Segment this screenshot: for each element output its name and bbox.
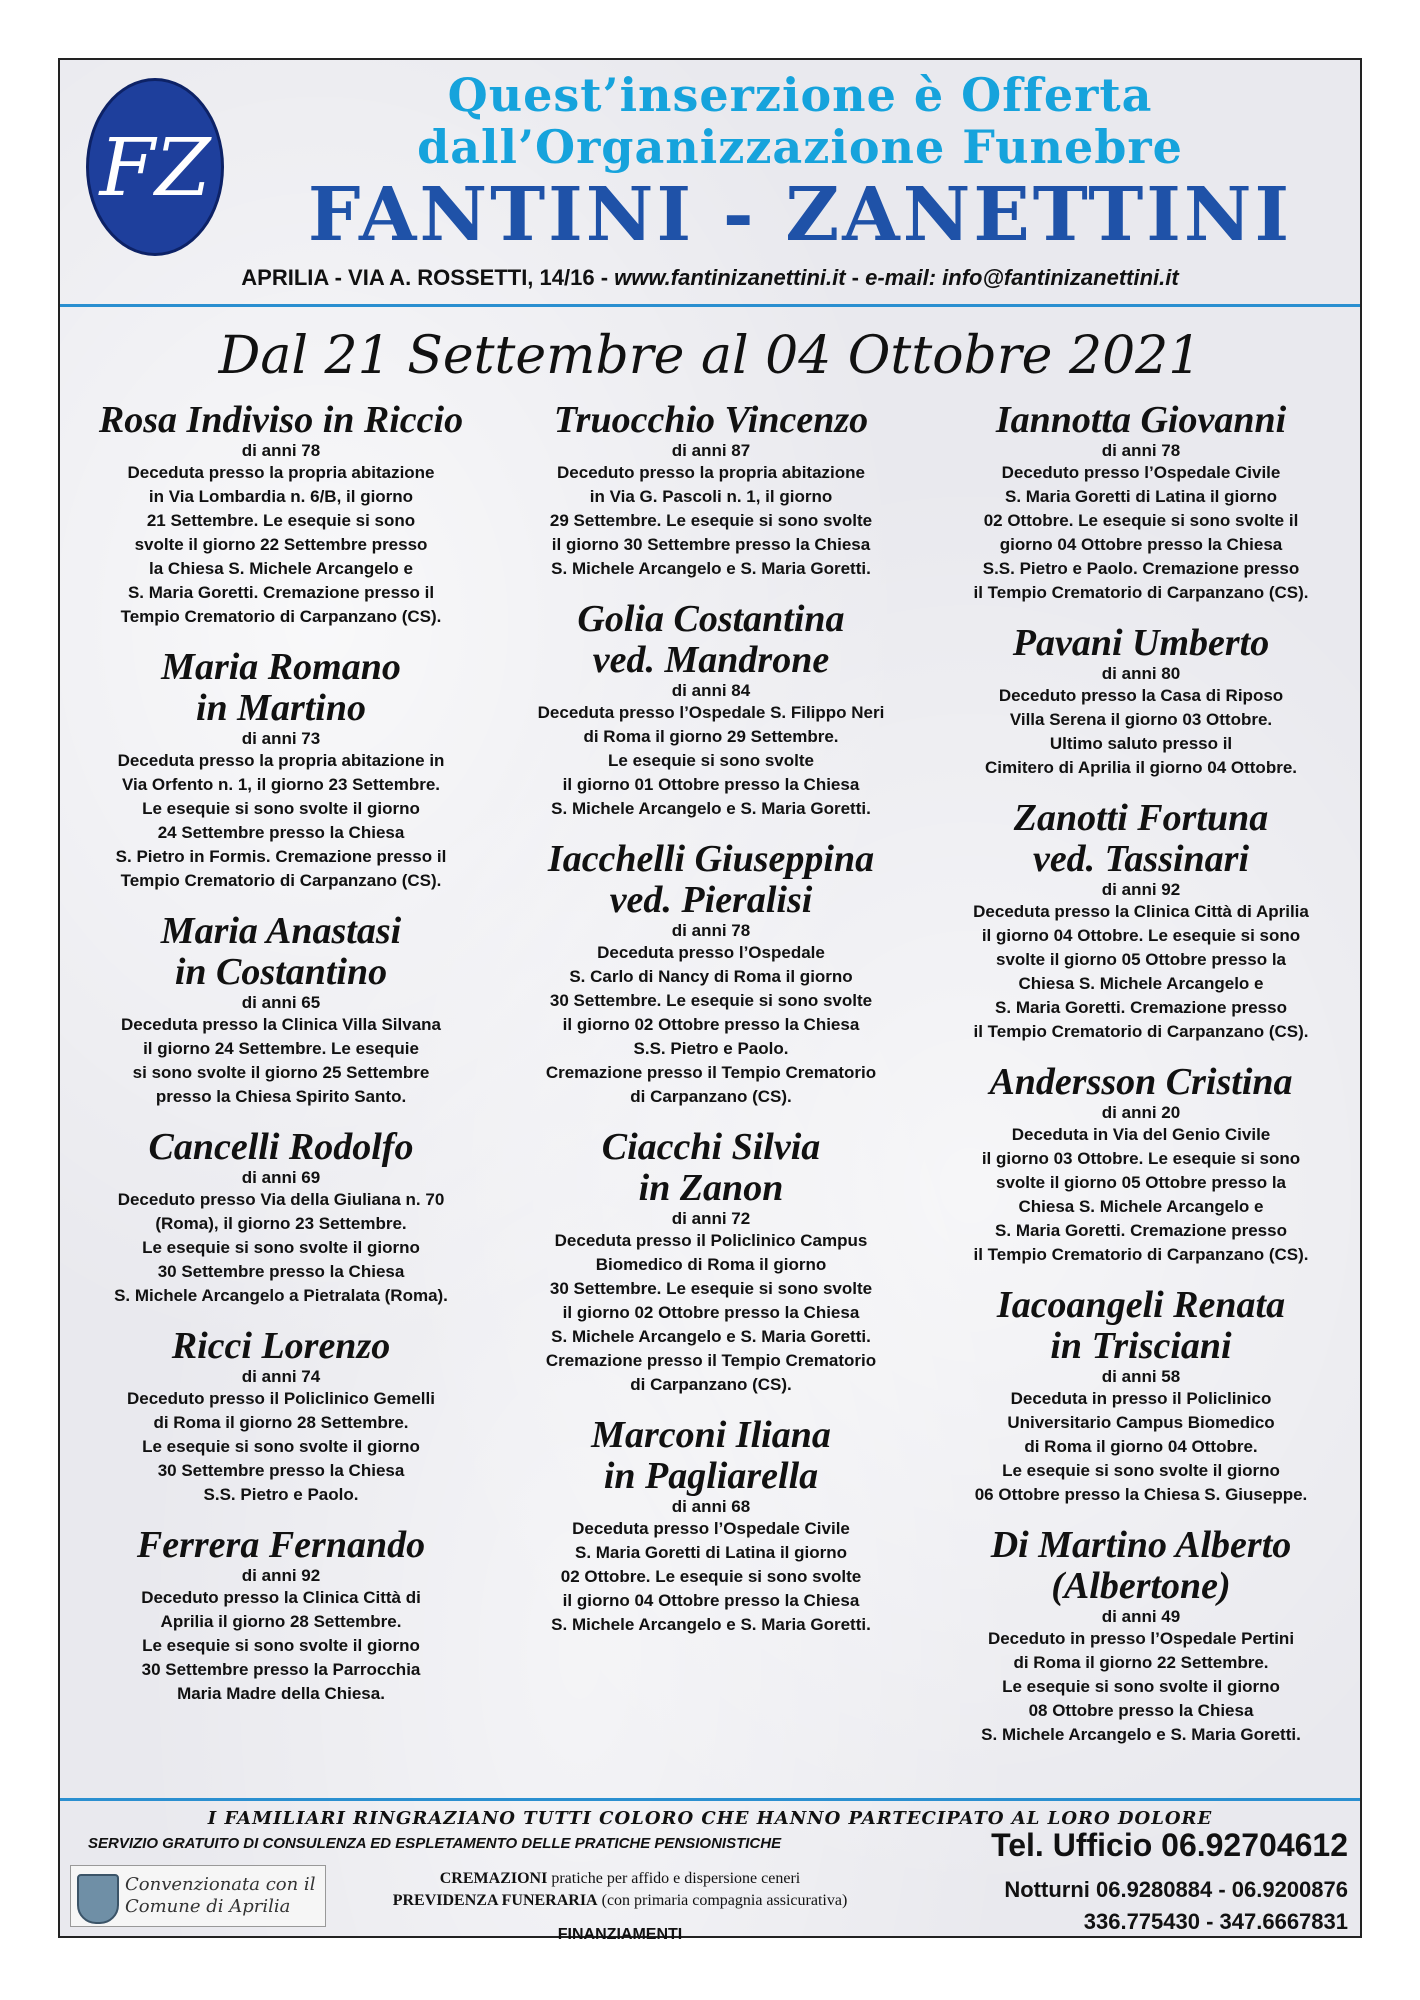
deceased-name: Ciacchi Silvia in Zanon [601,1126,821,1209]
obituary-text: Deceduto presso la Clinica Città di Aprilia il giorno 28 Settembre. Le esequie si sono svolte il giorno 30 Settembre presso la Parrocchia Maria Madre della Chiesa. [141,1588,421,1703]
obituary-entry [66,1127,496,1308]
column-3 [926,400,1356,1765]
deceased-age: di anni 80 [1101,664,1181,683]
service-line: SERVIZIO GRATUITO DI CONSULENZA ED ESPLETAMENTO DELLE PRATICHE PENSIONISTICHE [88,1835,782,1852]
deceased-name: Ricci Lorenzo [171,1325,391,1367]
obituary-text: Deceduta presso l’Ospedale S. Carlo di Nancy di Roma il giorno 30 Settembre. Le esequie si sono svolte il giorno 02 Ottobre presso la Chiesa S.S. Pietro e Paolo. Cremazione presso il Tempio Crematorio di Carpanzano (CS). [545,943,877,1106]
services-list [340,1868,900,1912]
obituary-text: Deceduto presso l’Ospedale Civile S. Maria Goretti di Latina il giorno 02 Ottobre. Le esequie si sono svolte il giorno 04 Ottobre presso la Chiesa S.S. Pietro e Paolo. Cremazione presso il Tempio Crematorio di Carpanzano (CS). [973,463,1309,602]
separator: - [845,265,866,290]
deceased-name: Maria Romano in Martino [161,646,401,729]
period-title: Dal 21 Settembre al 04 Ottobre 2021 [218,326,1202,386]
notice-frame [58,58,1362,1943]
deceased-name: Iacchelli Giuseppina ved. Pieralisi [547,838,875,921]
header [60,60,1360,310]
other-phones [918,1874,1348,1938]
deceased-name: Maria Anastasi in Costantino [160,910,402,993]
obituary-entry [66,1525,496,1706]
brand-name: FANTINI - ZANETTINI [307,172,1293,258]
obituary-text: Deceduta presso la propria abitazione in Via Lombardia n. 6/B, il giorno 21 Settembre. Le esequie si sono svolte il giorno 22 Settembre presso la Chiesa S. Michele Arcangelo e S. Maria Goretti. Cremazione presso il Tempio Crematorio di Carpanzano (CS). [120,463,442,626]
fz-logo [86,78,224,256]
deceased-name: Rosa Indiviso in Riccio [98,399,464,441]
obituary-text: Deceduta presso la Clinica Villa Silvana il giorno 24 Settembre. Le esequie si sono svolte il giorno 25 Settembre presso la Chiesa Spirito Santo. [121,1015,441,1106]
deceased-age: di anni 65 [241,993,321,1012]
deceased-age: di anni 78 [1101,441,1181,460]
previdenza-label: PREVIDENZA FUNERARIA [392,1892,598,1909]
header-line-2: dall’Organizzazione Funebre [417,120,1183,174]
obituary-entry [66,1326,496,1507]
previdenza-text: (con primaria compagnia assicurativa) [597,1892,848,1909]
deceased-age: di anni 69 [241,1168,321,1187]
deceased-age: di anni 84 [671,681,751,700]
obituary-text: Deceduto in presso l’Ospedale Pertini di Roma il giorno 22 Settembre. Le esequie si sono svolte il giorno 08 Ottobre presso la Chiesa S. Michele Arcangelo e S. Maria Goretti. [981,1629,1301,1744]
obituary-text: Deceduto presso la Casa di Riposo Villa Serena il giorno 03 Ottobre. Ultimo saluto presso il Cimitero di Aprilia il giorno 04 Ottobre. [984,686,1297,777]
obituary-entry [926,1285,1356,1507]
deceased-age: di anni 92 [241,1566,321,1585]
obituary-entry [66,647,496,893]
deceased-name: Di Martino Alberto (Albertone) [990,1524,1292,1607]
convention-badge [70,1865,326,1927]
obituary-entry [66,911,496,1109]
separator: - [594,265,615,290]
deceased-age: di anni 78 [671,921,751,940]
obituary-entry [66,400,496,629]
obituary-text: Deceduta presso l’Ospedale S. Filippo Neri di Roma il giorno 29 Settembre. Le esequie si sono svolte il giorno 01 Ottobre presso la Chiesa S. Michele Arcangelo e S. Maria Goretti. [537,703,885,818]
website-link[interactable]: www.fantinizanettini.it [614,265,846,290]
obituary-entry [926,1062,1356,1267]
column-2 [496,400,926,1655]
deceased-age: di anni 72 [671,1209,751,1228]
obituary-text: Deceduta in presso il Policlinico Universitario Campus Biomedico di Roma il giorno 04 Ottobre. Le esequie si sono svolte il giorno 06 Ottobre presso la Chiesa S. Giuseppe. [974,1389,1308,1504]
deceased-age: di anni 68 [671,1497,751,1516]
obituary-entry [926,798,1356,1044]
deceased-age: di anni 87 [671,441,751,460]
office-phone: Tel. Ufficio 06.92704612 [991,1827,1348,1863]
obituary-text: Deceduto presso la propria abitazione in Via G. Pascoli n. 1, il giorno 29 Settembre. Le esequie si sono svolte il giorno 30 Settembre presso la Chiesa S. Michele Arcangelo e S. Maria Goretti. [549,463,873,578]
deceased-name: Golia Costantina ved. Mandrone [577,598,845,681]
obituary-entry [496,599,926,821]
obituary-entry [926,623,1356,780]
obituary-text: Deceduto presso Via della Giuliana n. 70 (Roma), il giorno 23 Settembre. Le esequie si sono svolte il giorno 30 Settembre presso la Chiesa S. Michele Arcangelo a Pietralata (Roma). [114,1190,448,1305]
obituary-text: Deceduta presso l’Ospedale Civile S. Maria Goretti di Latina il giorno 02 Ottobre. Le esequie si sono svolte il giorno 04 Ottobre presso la Chiesa S. Michele Arcangelo e S. Maria Goretti. [551,1519,871,1634]
obituary-entry [496,1127,926,1397]
obituary-entry [496,1415,926,1637]
obituary-text: Deceduta presso la Clinica Città di Aprilia il giorno 04 Ottobre. Le esequie si sono svolte il giorno 05 Ottobre presso la Chiesa S. Michele Arcangelo e S. Maria Goretti. Cremazione presso il Tempio Crematorio di Carpanzano (CS). [973,902,1309,1041]
finanziamenti-label: FINANZIAMENTI [557,1926,683,1943]
obituary-text: Deceduta presso la propria abitazione in Via Orfento n. 1, il giorno 23 Settembre. Le esequie si sono svolte il giorno 24 Settembre presso la Chiesa S. Pietro in Formis. Cremazione presso il Tempio Crematorio di Carpanzano (CS). [115,751,447,890]
deceased-name: Iannotta Giovanni [995,399,1287,441]
divider [60,1798,1360,1801]
convention-text: Convenzionata con il Comune di Aprilia [125,1874,316,1917]
obituary-entry [496,839,926,1109]
deceased-name: Iacoangeli Renata in Trisciani [996,1284,1286,1367]
deceased-name: Ferrera Fernando [136,1524,426,1566]
deceased-age: di anni 78 [241,441,321,460]
deceased-age: di anni 49 [1101,1607,1181,1626]
night-phones: Notturni 06.9280884 - 06.9200876 [1004,1877,1348,1902]
cremazioni-text: pratiche per affido e dispersione ceneri [547,1870,801,1887]
obituary-text: Deceduta presso il Policlinico Campus Biomedico di Roma il giorno 30 Settembre. Le esequie si sono svolte il giorno 02 Ottobre presso la Chiesa S. Michele Arcangelo e S. Maria Goretti. Cremazione presso il Tempio Crematorio di Carpanzano (CS). [545,1231,877,1394]
mobile-phones: 336.775430 - 347.6667831 [1083,1909,1348,1934]
contact-line [60,265,1360,291]
obituary-text: Deceduta in Via del Genio Civile il giorno 03 Ottobre. Le esequie si sono svolte il giorno 05 Ottobre presso la Chiesa S. Michele Arcangelo e S. Maria Goretti. Cremazione presso il Tempio Crematorio di Carpanzano (CS). [973,1125,1309,1264]
obituary-entry [496,400,926,581]
deceased-age: di anni 92 [1101,880,1181,899]
deceased-age: di anni 74 [241,1367,321,1386]
obituary-entry [926,1525,1356,1747]
deceased-name: Truocchio Vincenzo [553,399,869,441]
logo-text: FZ [99,120,211,214]
email-link[interactable]: e-mail: info@fantinizanettini.it [865,265,1179,290]
deceased-name: Marconi Iliana in Pagliarella [591,1414,831,1497]
obituary-text: Deceduto presso il Policlinico Gemelli di Roma il giorno 28 Settembre. Le esequie si sono svolte il giorno 30 Settembre presso la Chiesa S.S. Pietro e Paolo. [127,1389,435,1504]
deceased-name: Andersson Cristina [989,1061,1293,1103]
coat-of-arms-icon [77,1874,119,1924]
header-line-1: Quest’inserzione è Offerta [447,68,1153,122]
column-1 [66,400,496,1724]
deceased-age: di anni 58 [1101,1367,1181,1386]
obituary-entry [926,400,1356,605]
deceased-age: di anni 20 [1101,1103,1181,1122]
divider [60,304,1360,307]
thanks-line: I FAMILIARI RINGRAZIANO TUTTI COLORO CHE HANNO PARTECIPATO AL LORO DOLORE [207,1808,1213,1829]
deceased-name: Cancelli Rodolfo [148,1126,414,1168]
cremazioni-label: CREMAZIONI [439,1870,548,1887]
deceased-name: Pavani Umberto [1012,622,1270,664]
deceased-age: di anni 73 [241,729,321,748]
deceased-name: Zanotti Fortuna ved. Tassinari [1013,797,1269,880]
address: APRILIA - VIA A. ROSSETTI, 14/16 [241,265,595,290]
